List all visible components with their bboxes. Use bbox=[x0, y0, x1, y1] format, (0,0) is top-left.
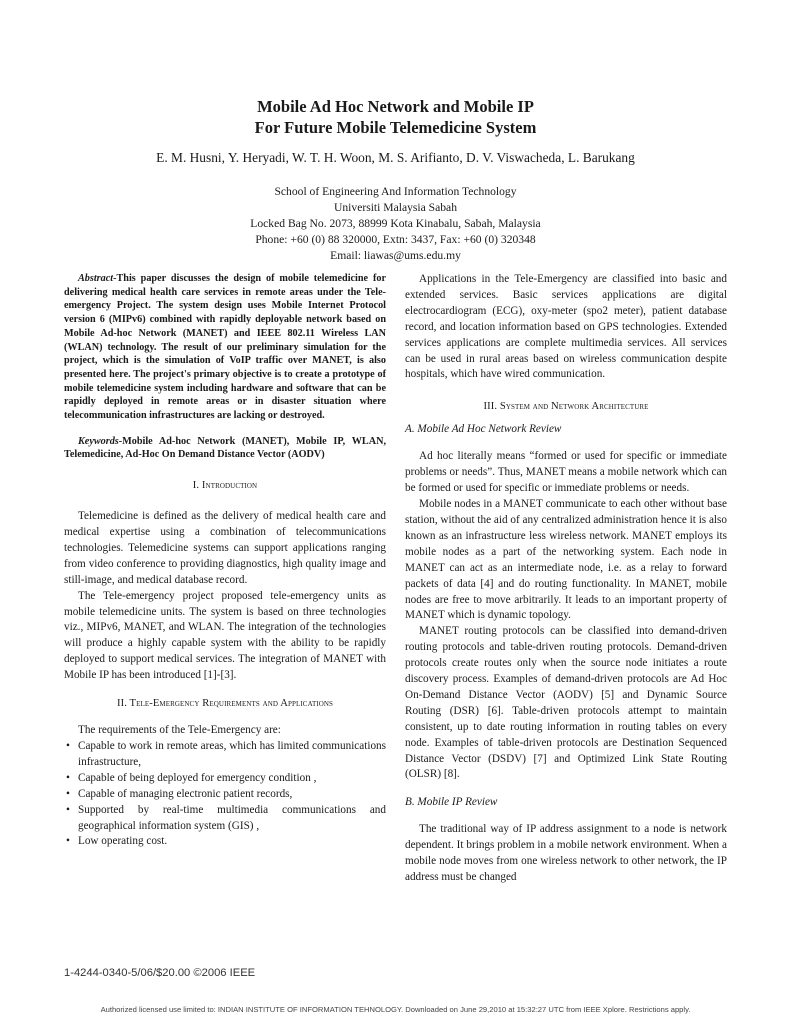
copyright-notice: 1-4244-0340-5/06/$20.00 ©2006 IEEE bbox=[64, 967, 256, 979]
applications-paragraph: Applications in the Tele-Emergency are classified into basic and extended services. Basic services applications are digital electrocardiogram (ECG), oxy-meter (spo2 meter), patient database record, and location information based on GPS technologies. Extended services applications are complete multimedia services. All services can be used in rural areas based on wireless communication despite hospitals, which have wired communication. bbox=[405, 273, 727, 381]
requirements-intro: The requirements of the Tele-Emergency are: bbox=[78, 724, 281, 737]
right-column bbox=[405, 272, 727, 886]
left-column bbox=[64, 272, 386, 850]
keywords-label: Keywords bbox=[78, 435, 119, 447]
title-line-2: For Future Mobile Telemedicine System bbox=[254, 118, 537, 137]
license-notice: Authorized licensed use limited to: INDIAN INSTITUTE OF INFORMATION TEHNOLOGY. Downloaded on June 29,2010 at 15:32:27 UTC from IEEE Xplore. Restrictions apply. bbox=[100, 1005, 691, 1014]
subsection-heading-manet: A. Mobile Ad Hoc Network Review bbox=[405, 423, 562, 436]
mobile-ip-paragraph-1: The traditional way of IP address assignment to a node is network dependent. It brings problem in a mobile network environment. When a mobile node moves from one wireless network to other network, the IP address must be changed bbox=[405, 823, 727, 884]
abstract-label: Abstract bbox=[78, 273, 114, 284]
affiliation-university: Universiti Malaysia Sabah bbox=[334, 201, 457, 214]
affiliation-address: Locked Bag No. 2073, 88999 Kota Kinabalu, Sabah, Malaysia bbox=[250, 217, 541, 230]
keywords-text: -Mobile Ad-hoc Network (MANET), Mobile IP, WLAN, Telemedicine, Ad-Hoc On Demand Distance Vector (AODV) bbox=[64, 435, 386, 461]
affiliation bbox=[0, 184, 791, 264]
affiliation-school: School of Engineering And Information Technology bbox=[274, 185, 517, 198]
section-heading-architecture: III. System and Network Architecture bbox=[483, 401, 649, 413]
list-item: • Low operating cost. bbox=[64, 834, 386, 850]
section-heading-requirements: II. Tele-Emergency Requirements and Applications bbox=[116, 698, 334, 710]
manet-paragraph-1: Ad hoc literally means “formed or used for specific or immediate problems or needs”. Thus, MANET means a mobile network which can be formed or used for specific or immediate problems or needs. bbox=[405, 450, 727, 495]
abstract bbox=[64, 272, 386, 423]
intro-paragraph-1: Telemedicine is defined as the delivery of medical health care and medical expertise using a combination of telecommunications technologies. Telemedicine systems can support applications ranging from video conference to providing diagnostics, high quality image and still-image, and medical database record. bbox=[64, 510, 386, 586]
list-item: • Capable of managing electronic patient records, bbox=[64, 787, 386, 803]
manet-paragraph-3: MANET routing protocols can be classified into demand-driven routing protocols and table-driven routing protocols. Demand-driven protocols create routes only when the source node initiates a route discovery process. Examples of demand-driven protocols are Ad Hoc On-Demand Distance Vector (AODV) [5] and Dynamic Source Routing (DSR) [6]. Table-driven protocols attempt to maintain consistent, up to date routing information in routing tables on every node. Examples of table-driven protocols are Destination Sequenced Distance Vector (DSDV) [7] and Optimized Link State Routing (OLSR) [8]. bbox=[405, 625, 727, 781]
subsection-heading-mobile-ip: B. Mobile IP Review bbox=[405, 796, 498, 809]
manet-paragraph-2: Mobile nodes in a MANET communicate to each other without base station, without the aid of any centralized administration hence it is also known as an infrastructure less wireless network. MANET employs its mobile nodes as a part of the networking system. Each node in MANET can act as an intermediate node, i.e. as a relay to forward packets of data [4] and do routing functionality. In MANET, mobile nodes are free to move arbitrarily. It leads to an important property of MANET which is dynamic topology. bbox=[405, 498, 727, 622]
list-item: • Capable to work in remote areas, which has limited communications infrastructure, bbox=[64, 739, 386, 771]
affiliation-email: Email: liawas@ums.edu.my bbox=[330, 249, 461, 262]
requirements-list bbox=[64, 739, 386, 850]
list-item: • Supported by real-time multimedia communications and geographical information system (GIS) , bbox=[64, 803, 386, 835]
intro-paragraph-2: The Tele-emergency project proposed tele-emergency units as mobile telemedicine units. The system is based on three technologies viz., MIPv6, MANET, and WLAN. The integration of the technologies will produce a highly capable system with the ability to be rapidly deployed to support medical services. The integration of MANET with Mobile IP has been introduced [1]-[3]. bbox=[64, 589, 386, 682]
affiliation-phone: Phone: +60 (0) 88 320000, Extn: 3437, Fax: +60 (0) 320348 bbox=[255, 233, 536, 246]
author-list: E. M. Husni, Y. Heryadi, W. T. H. Woon, M. S. Arifianto, D. V. Viswacheda, L. Barukang bbox=[156, 150, 635, 165]
list-item: • Capable of being deployed for emergency condition , bbox=[64, 771, 386, 787]
abstract-text: -This paper discusses the design of mobile telemedicine for delivering medical health care services in remote areas under the Tele-emergency Project. The system design uses Mobile Internet Protocol version 6 (MIPv6) combined with rapidly deployable network based on Mobile Ad-hoc Network (MANET) and IEEE 802.11 Wireless LAN (WLAN) technology. The result of our preliminary simulation for the project, which is the simulation of VoIP traffic over MANET, is also presented here. The project's primary objective is to create a prototype of mobile telemedicine system including hardware and software that can be rapidly deployed in remote areas or in disaster situation where telecommunication infrastructures are lacking or destroyed. bbox=[64, 273, 386, 422]
title-line-1: Mobile Ad Hoc Network and Mobile IP bbox=[257, 97, 534, 116]
keywords bbox=[64, 435, 386, 462]
paper-title bbox=[0, 96, 791, 138]
section-heading-introduction: I. Introduction bbox=[192, 480, 258, 492]
